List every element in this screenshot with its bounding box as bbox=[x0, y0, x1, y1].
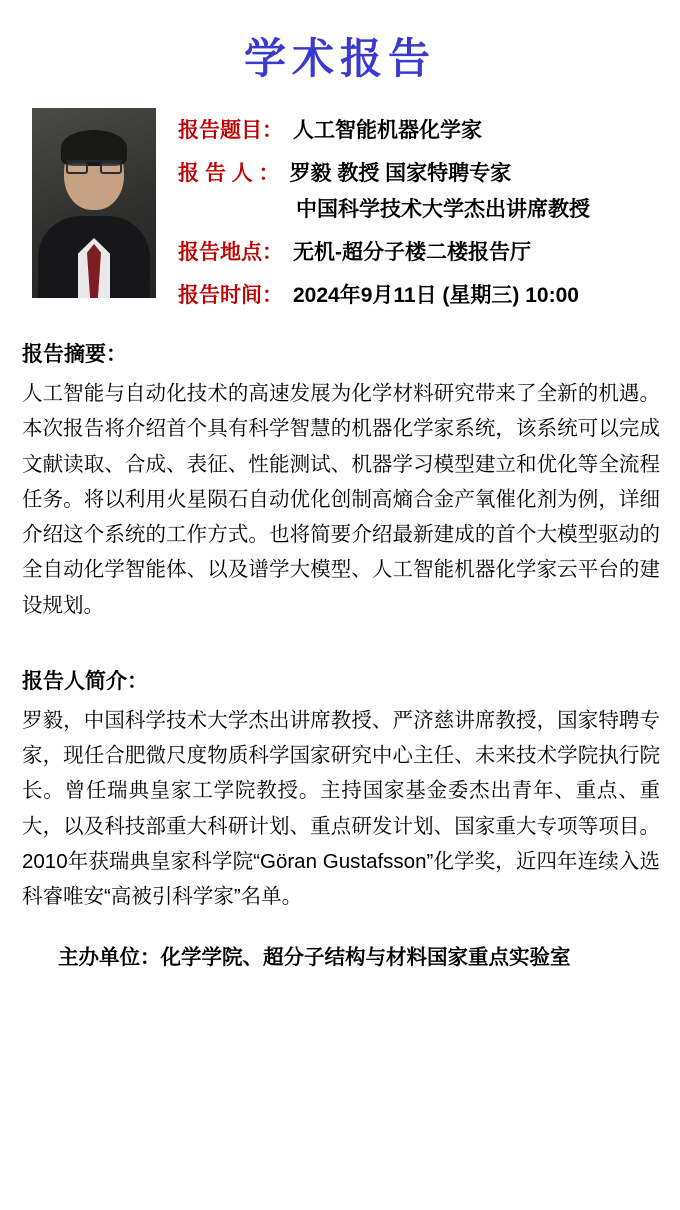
section-spacer bbox=[18, 623, 662, 649]
detail-time bbox=[178, 279, 662, 309]
detail-topic-value: 人工智能机器化学家 bbox=[293, 119, 482, 142]
organizer-row bbox=[18, 940, 662, 970]
header-row bbox=[18, 108, 662, 322]
detail-topic bbox=[178, 114, 662, 144]
bio-heading: 报告人简介： bbox=[22, 669, 148, 693]
speaker-photo bbox=[32, 108, 156, 298]
detail-speaker bbox=[178, 157, 662, 187]
detail-venue bbox=[178, 236, 662, 266]
abstract-heading: 报告摘要： bbox=[22, 343, 127, 366]
detail-speaker-label: 报 告 人 ： bbox=[178, 162, 280, 185]
organizer-value: 化学学院、超分子结构与材料国家重点实验室 bbox=[160, 946, 571, 970]
abstract-text: 人工智能与自动化技术的高速发展为化学材料研究带来了全新的机遇。本次报告将介绍首个具有科学智慧的机器化学家系统，该系统可以完成文献读取、合成、表征、性能测试、机器学习模型建立和优化等全流程任务。将以利用火星陨石自动优化创制高熵合金产氧催化剂为例，详细介绍这个系统的工作方式。也将简要介绍最新建成的首个大模型驱动的全自动化学智能体、以及谱学大模型、人工智能机器化学家云平台的建设规划。 bbox=[22, 382, 660, 617]
bio-text: 罗毅，中国科学技术大学杰出讲席教授、严济慈讲席教授，国家特聘专家，现任合肥微尺度物质科学国家研究中心主任、未来技术学院执行院长。曾任瑞典皇家工学院教授。主持国家基金委杰出青年、重点、重大，以及科技部重大科研计划、重点研发计划、国家重大专项等项目。2010年获瑞典皇家科学院“Göran Gustafsson”化学奖，近四年连续入选科睿唯安“高被引科学家”名单。 bbox=[22, 708, 660, 908]
detail-topic-label: 报告题目： bbox=[178, 119, 283, 142]
organizer-label: 主办单位： bbox=[58, 946, 161, 970]
detail-venue-value: 无机-超分子楼二楼报告厅 bbox=[293, 241, 531, 264]
detail-time-label: 报告时间： bbox=[178, 284, 283, 307]
glasses-icon bbox=[66, 160, 122, 173]
detail-speaker-value-2: 中国科学技术大学杰出讲席教授 bbox=[296, 198, 590, 221]
detail-venue-label: 报告地点： bbox=[178, 241, 283, 264]
detail-speaker-value: 罗毅 教授 国家特聘专家 bbox=[289, 162, 512, 185]
detail-time-value: 2024年9月11日 (星期三) 10:00 bbox=[293, 284, 579, 307]
page-title: 学术报告 bbox=[243, 34, 436, 83]
seminar-details bbox=[178, 108, 662, 322]
